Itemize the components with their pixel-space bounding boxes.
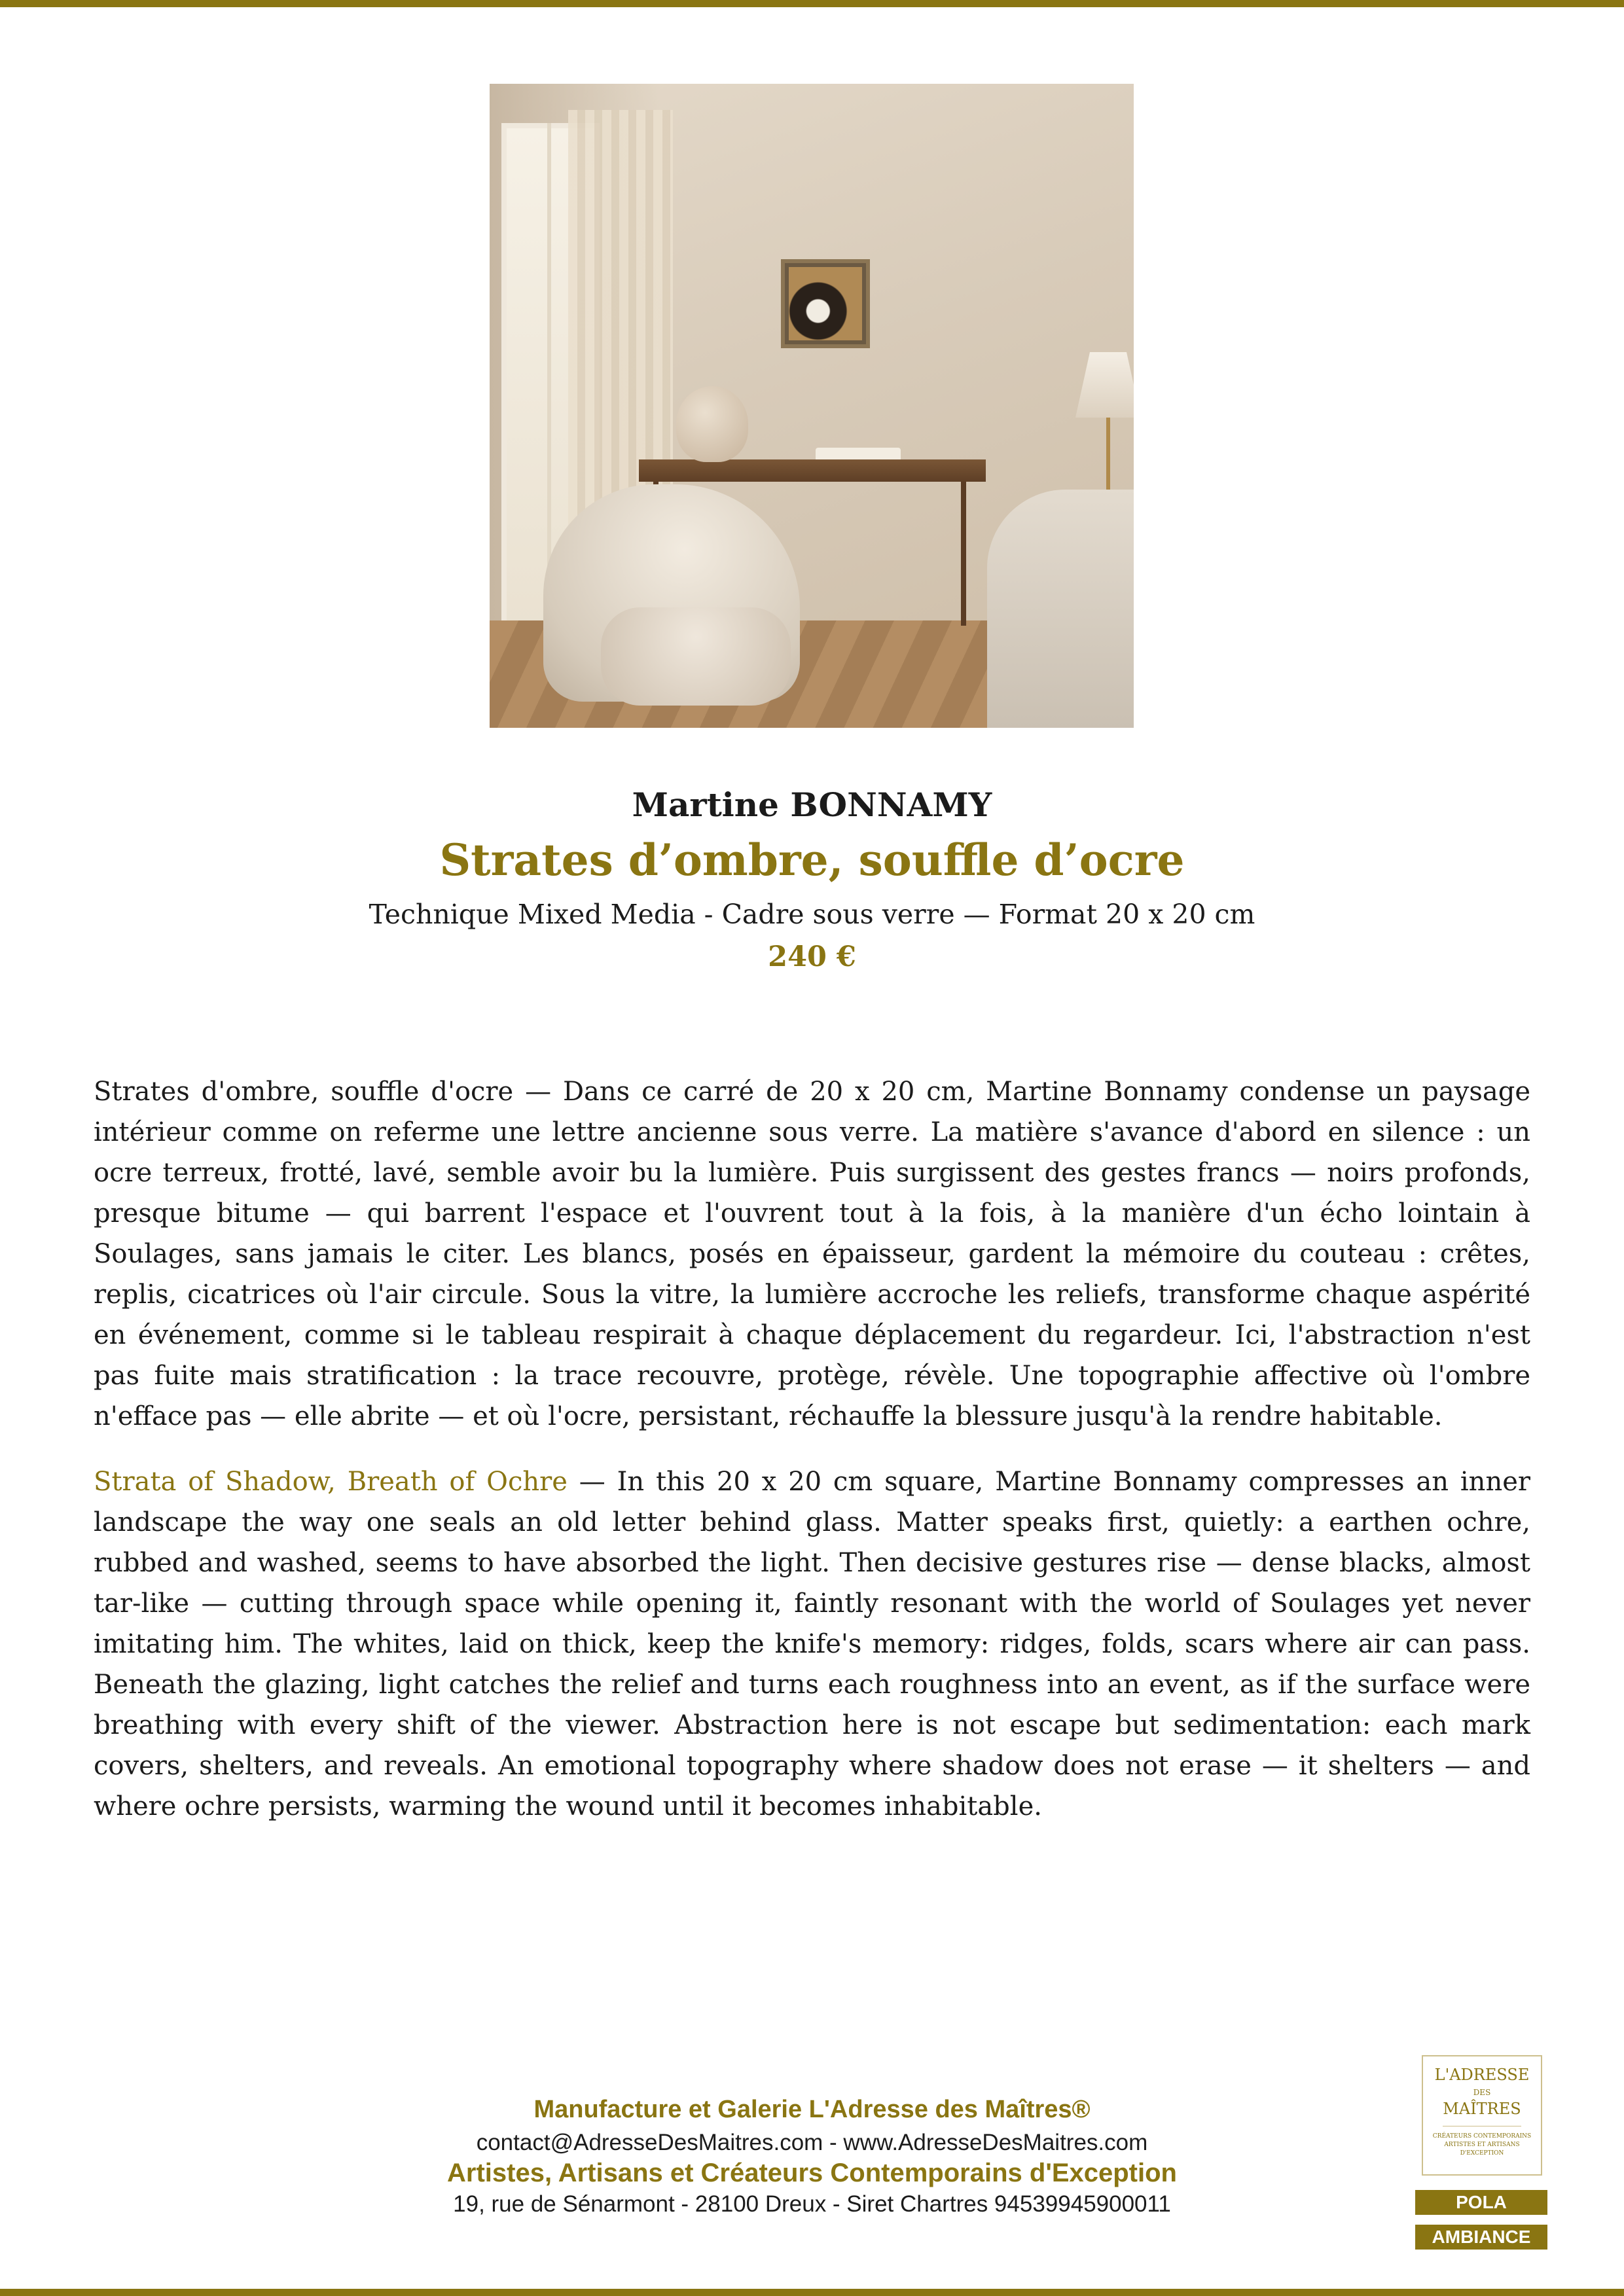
footer-gallery-name: Manufacture et Galerie L'Adresse des Maîtres®: [533, 2096, 1091, 2123]
description-fr: Strates d'ombre, souffle d'ocre — Dans ce carré de 20 x 20 cm, Martine Bonnamy condense un paysage intérieur comme on referme une lettre ancienne sous verre. La matière s'avance d'abord en silence : un ocre terreux, frotté, lavé, semble avoir bu la lumière. Puis surgissent des gestes francs — noirs profonds, presque bitume — qui barrent l'espace et l'ouvrent tout à la fois, à la manière d'un écho lointain à Soulages, sans jamais le citer. Les blancs, posés en épaisseur, gardent la mémoire du couteau : crêtes, replis, cicatrices où l'air circule. Sous la vitre, la lumière accroche les reliefs, transforme chaque aspérité en événement, comme si le tableau respirait à chaque déplacement du regardeur. Ici, l'abstraction n'est pas fuite mais stratification : la trace recouvre, protège, révèle. Une topographie affective où l'ombre n'efface pas — elle abrite — et où l'ocre, persistant, réchauffe la blessure jusqu'à la rendre habitable.: [94, 1077, 1530, 1431]
footer-address: 19, rue de Sénarmont - 28100 Dreux - Siret Chartres 94539945900011: [453, 2191, 1171, 2217]
vase: [676, 386, 748, 462]
artwork-title: Strates d’ombre, souffle d’ocre: [439, 834, 1185, 886]
logo-line-3: MAÎTRES: [1443, 2100, 1521, 2118]
artwork-technique: Technique Mixed Media - Cadre sous verre — Format 20 x 20 cm: [369, 899, 1255, 930]
description-en-body: — In this 20 x 20 cm square, Martine Bonnamy compresses an inner landscape the way one seals an old letter behind glass. Matter speaks first, quietly: a earthen ochre, rubbed and washed, seems to have absorbed the light. Then decisive gestures rise — dense blacks, almost tar-like — cutting through space while opening it, faintly resonant with the world of Soulages yet never imitating him. The whites, laid on thick, keep the knife's memory: ridges, folds, scars where air can pass. Beneath the glazing, light catches the relief and turns each roughness into an event, as if the surface were breathing with every shift of the viewer. Abstraction here is not escape but sedimentation: each mark covers, shelters, and reveals. An emotional topography where shadow does not erase — it shelters — and where ochre persists, warming the wound until it becomes inhabitable.: [94, 1467, 1530, 1821]
logo-line-4: CRÉATEURS CONTEMPORAINS ARTISTES ET ARTISANS D'EXCEPTION: [1432, 2133, 1532, 2157]
bottom-accent-bar: [0, 2289, 1624, 2296]
gallery-logo: [1422, 2055, 1542, 2176]
artwork-canvas: [789, 267, 862, 340]
footer-tagline: Artistes, Artisans et Créateurs Contemporains d'Exception: [447, 2159, 1177, 2187]
artwork-price: 240 €: [768, 941, 856, 973]
description-en-lead: Strata of Shadow, Breath of Ochre: [94, 1467, 568, 1497]
artwork-interior-photo: [490, 84, 1134, 728]
open-book: [816, 448, 901, 459]
badge-pola: POLA: [1415, 2190, 1547, 2215]
logo-line-1: L'ADRESSE: [1434, 2066, 1530, 2084]
description-en: [94, 1462, 1530, 1827]
lamp-shade: [1075, 352, 1134, 418]
framed-artwork: [781, 259, 870, 348]
lamp-stem: [1106, 418, 1110, 490]
desk: [987, 490, 1134, 728]
console-table: [639, 459, 986, 482]
footer-contact: contact@AdresseDesMaitres.com - www.AdresseDesMaitres.com: [476, 2130, 1148, 2155]
logo-line-2: DES: [1473, 2088, 1491, 2097]
artist-name: Martine BONNAMY: [632, 785, 992, 824]
armchair-seat: [601, 607, 791, 706]
badge-ambiance: AMBIANCE: [1415, 2225, 1547, 2250]
console-leg: [961, 482, 966, 626]
top-accent-bar: [0, 0, 1624, 7]
